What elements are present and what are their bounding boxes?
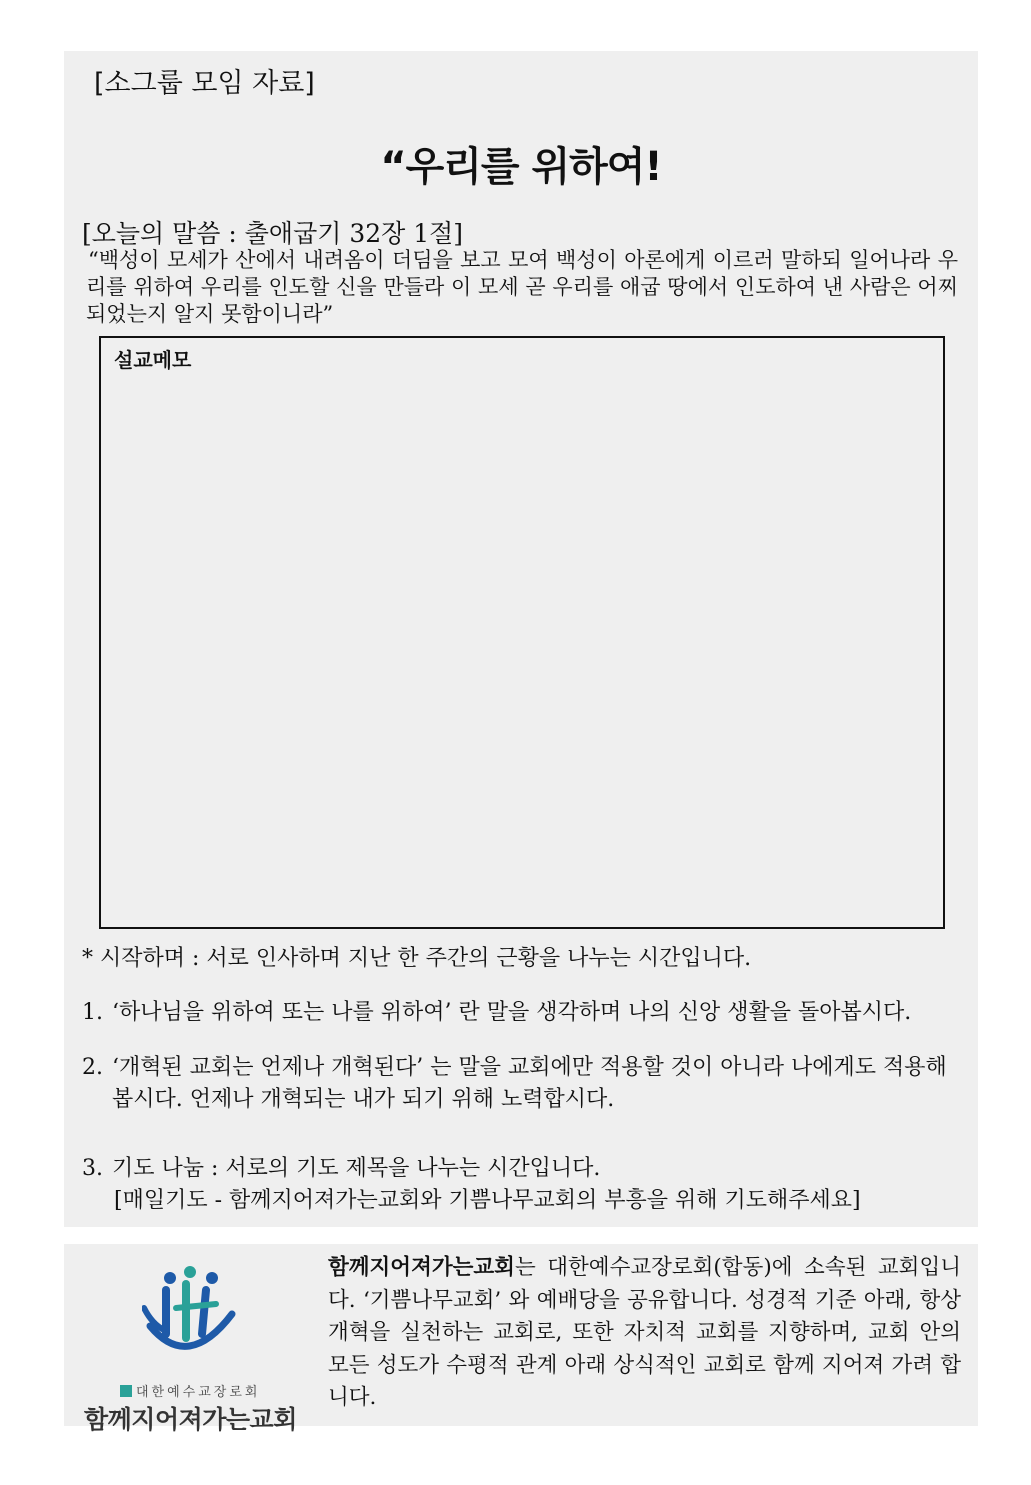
question-2-line-1: ‘개혁된 교회는 언제나 개혁된다’ 는 말을 교회에만 적용할 것이 아니라 나에게도 적용해	[112, 1055, 947, 1080]
small-group-handout	[64, 51, 978, 1227]
daily-prayer-note: [매일기도 - 함께지어져가는교회와 기쁨나무교회의 부흥을 위해 기도해주세요]	[114, 1188, 861, 1213]
question-1-number: 1.	[82, 1000, 103, 1025]
church-description-text: 는 대한예수교장로회(합동)에 소속된 교회입니다. ‘기쁨나무교회’ 와 예배당을 공유합니다. 성경적 기준 아래, 항상 개혁을 실천하는 교회로, 또한 자치적 교회를 지향하며, 교회 안의 모든 성도가 수평적 관계 아래 상식적인 교회로 함께 지어져 가려 합니다.	[328, 1255, 961, 1410]
sermon-memo-box[interactable]	[99, 336, 945, 929]
logo-church-name: 함께지어져가는교회	[84, 1405, 297, 1434]
handout-tag: [소그룹 모임 자료]	[94, 68, 315, 99]
question-3-text: 기도 나눔 : 서로의 기도 제목을 나누는 시간입니다.	[112, 1156, 601, 1181]
question-2	[82, 1052, 962, 1116]
cross-icon	[120, 1385, 132, 1397]
question-2-line-2: 봅시다. 언제나 개혁되는 내가 되기 위해 노력합시다.	[112, 1087, 615, 1112]
intro-line: * 시작하며 : 서로 인사하며 지난 한 주간의 근황을 나누는 시간입니다.	[82, 946, 752, 971]
church-footer	[64, 1244, 978, 1434]
question-2-number: 2.	[82, 1055, 103, 1080]
church-name-bold: 함께지어져가는교회	[328, 1255, 515, 1280]
question-2-text	[112, 1052, 960, 1116]
question-1-text: ‘하나님을 위하여 또는 나를 위하여’ 란 말을 생각하며 나의 신앙 생활을 돌아봅시다.	[112, 1000, 912, 1025]
church-logo-icon	[142, 1264, 242, 1374]
scripture-reference: [오늘의 말씀 : 출애굽기 32장 1절]	[82, 219, 464, 248]
logo-denomination: 대한예수교장로회	[120, 1381, 260, 1400]
question-3	[82, 1153, 962, 1185]
scripture-text: “백성이 모세가 산에서 내려옴이 더딤을 보고 모여 백성이 아론에게 이르러 말하되 일어나라 우리를 위하여 우리를 인도할 신을 만들라 이 모세 곧 우리를 애굽 땅에서 인도하여 낸 사람은 어찌 되었는지 알지 못함이니라”	[86, 248, 958, 326]
sermon-memo-label: 설교메모	[114, 348, 192, 372]
church-logo	[82, 1264, 312, 1434]
page-title: “우리를 위하여!	[380, 144, 662, 190]
church-description	[328, 1252, 961, 1415]
question-1	[82, 997, 962, 1029]
question-3-number: 3.	[82, 1156, 103, 1181]
